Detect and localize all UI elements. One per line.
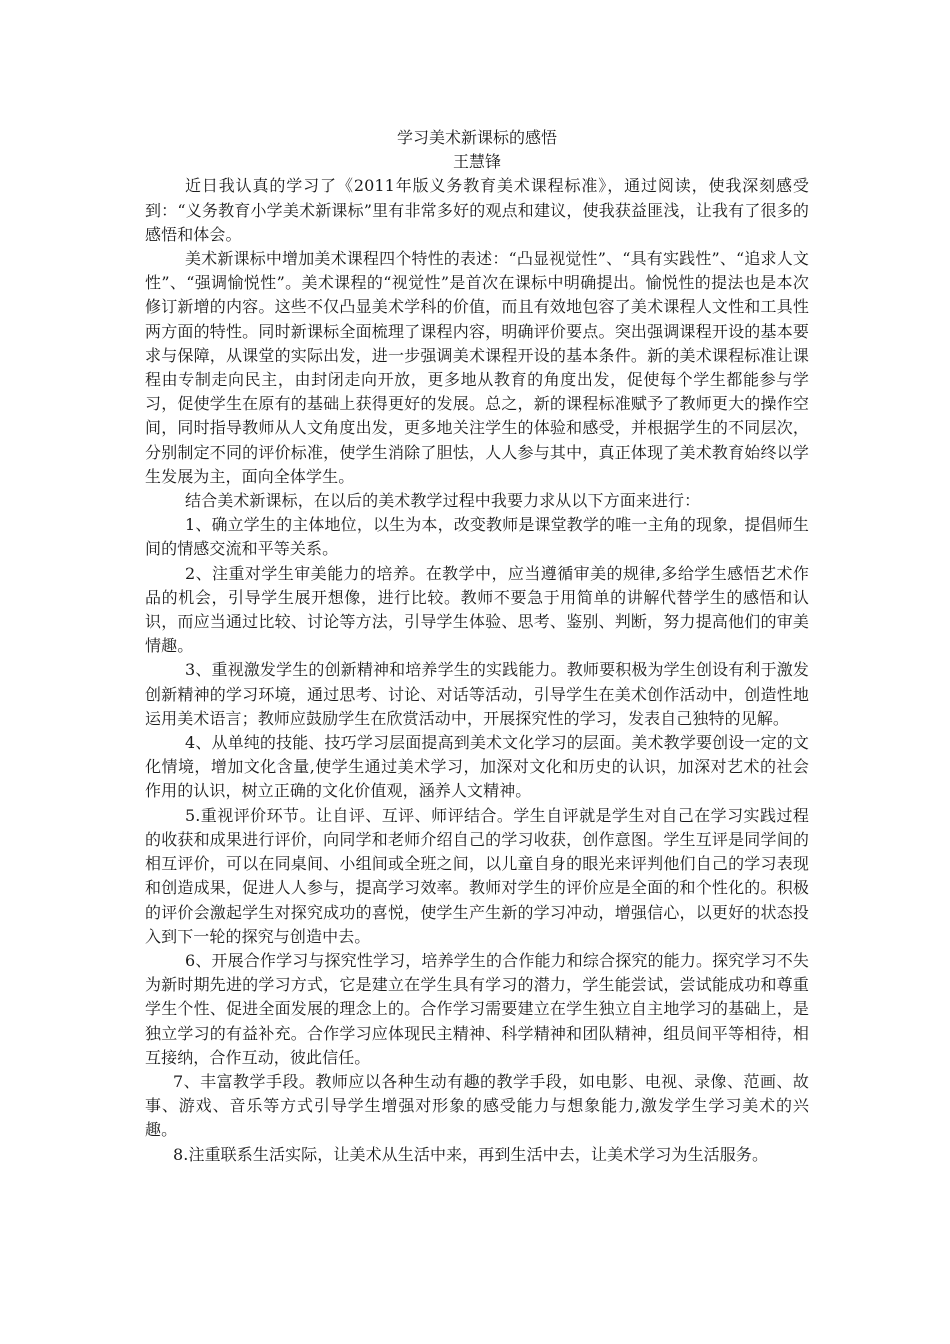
paragraph-item-3: 3、重视激发学生的创新精神和培养学生的实践能力。教师要积极为学生创设有利于激发创新精神的学习环境，通过思考、讨论、对话等活动，引导学生在美术创作活动中，创造性地运用美术语言；教师应鼓励学生在欣赏活动中，开展探究性的学习，发表自己独特的见解。 bbox=[145, 660, 809, 728]
paragraph-item-8: 8.注重联系生活实际，让美术从生活中来，再到生活中去，让美术学习为生活服务。 bbox=[173, 1144, 769, 1164]
document-page bbox=[145, 126, 809, 1167]
document-author: 王慧锋 bbox=[452, 152, 501, 172]
paragraph-item-5: 5.重视评价环节。让自评、互评、师评结合。学生自评就是学生对自己在学习实践过程的收获和成果进行评价，向同学和老师介绍自己的学习收获，创作意图。学生互评是同学间的相互评价，可以在同桌间、小组间或全班之间，以儿童自身的眼光来评判他们自己的学习表现和创造成果，促进人人参与，提高学习效率。教师对学生的评价应是全面的和个性化的。积极的评价会激起学生对探究成功的喜悦，使学生产生新的学习冲动，增强信心，以更好的状态投入到下一轮的探究与创造中去。 bbox=[145, 805, 809, 946]
document-title: 学习美术新课标的感悟 bbox=[396, 128, 557, 147]
paragraph-intro: 近日我认真的学习了《2011年版义务教育美术课程标准》，通过阅读，使我深刻感受到：“义务教育小学美术新课标”里有非常多好的观点和建议，使我获益匪浅，让我有了很多的感悟和体会。 bbox=[145, 176, 809, 244]
paragraph-item-4: 4、从单纯的技能、技巧学习层面提高到美术文化学习的层面。美术教学要创设一定的文化情境，增加文化含量,使学生通过美术学习，加深对文化和历史的认识，加深对艺术的社会作用的认识，树立正确的文化价值观，涵养人文精神。 bbox=[145, 733, 809, 801]
paragraph-item-7: 7、丰富教学手段。教师应以各种生动有趣的教学手段，如电影、电视、录像、范画、故事、游戏、音乐等方式引导学生增强对形象的感受能力与想象能力,激发学生学习美术的兴趣。 bbox=[145, 1071, 809, 1140]
paragraph-item-6: 6、开展合作学习与探究性学习，培养学生的合作能力和综合探究的能力。探究学习不失为新时期先进的学习方式，它是建立在学生具有学习的潜力，学生能尝试，尝试能成功和尊重学生个性、促进全面发展的理念上的。合作学习需要建立在学生独立自主地学习的基础上，是独立学习的有益补充。合作学习应体现民主精神、科学精神和团队精神，组员间平等相待，相互接纳，合作互动，彼此信任。 bbox=[145, 950, 809, 1067]
paragraph-plan: 结合美术新课标，在以后的美术教学过程中我要力求从以下方面来进行： bbox=[185, 491, 701, 511]
paragraph-item-2: 2、注重对学生审美能力的培养。在教学中，应当遵循审美的规律,多给学生感悟艺术作品的机会，引导学生展开想像，进行比较。教师不要急于用简单的讲解代替学生的感悟和认识，而应当通过比较、讨论等方法，引导学生体验、思考、鉴别、判断，努力提高他们的审美情趣。 bbox=[145, 563, 809, 656]
paragraph-item-1: 1、确立学生的主体地位，以生为本，改变教师是课堂教学的唯一主角的现象，提倡师生间的情感交流和平等关系。 bbox=[145, 515, 809, 559]
paragraph-features: 美术新课标中增加美术课程四个特性的表述：“凸显视觉性”、“具有实践性”、“追求人文性”、“强调愉悦性”。美术课程的“视觉性”是首次在课标中明确提出。愉悦性的提法也是本次修订新增的内容。这些不仅凸显美术学科的价值，而且有效地包容了美术课程人文性和工具性两方面的特性。同时新课标全面梳理了课程内容，明确评价要点。突出强调课程开设的基本要求与保障，从课堂的实际出发，进一步强调美术课程开设的基本条件。新的美术课程标准让课程由专制走向民主，由封闭走向开放，更多地从教育的角度出发，促使每个学生都能参与学习，促使学生在原有的基础上获得更好的发展。总之，新的课程标准赋予了教师更大的操作空间，同时指导教师从人文角度出发，更多地关注学生的体验和感受，并根据学生的不同层次，分别制定不同的评价标准，使学生消除了胆怯，人人参与其中，真正体现了美术教育始终以学生发展为主，面向全体学生。 bbox=[145, 249, 809, 486]
